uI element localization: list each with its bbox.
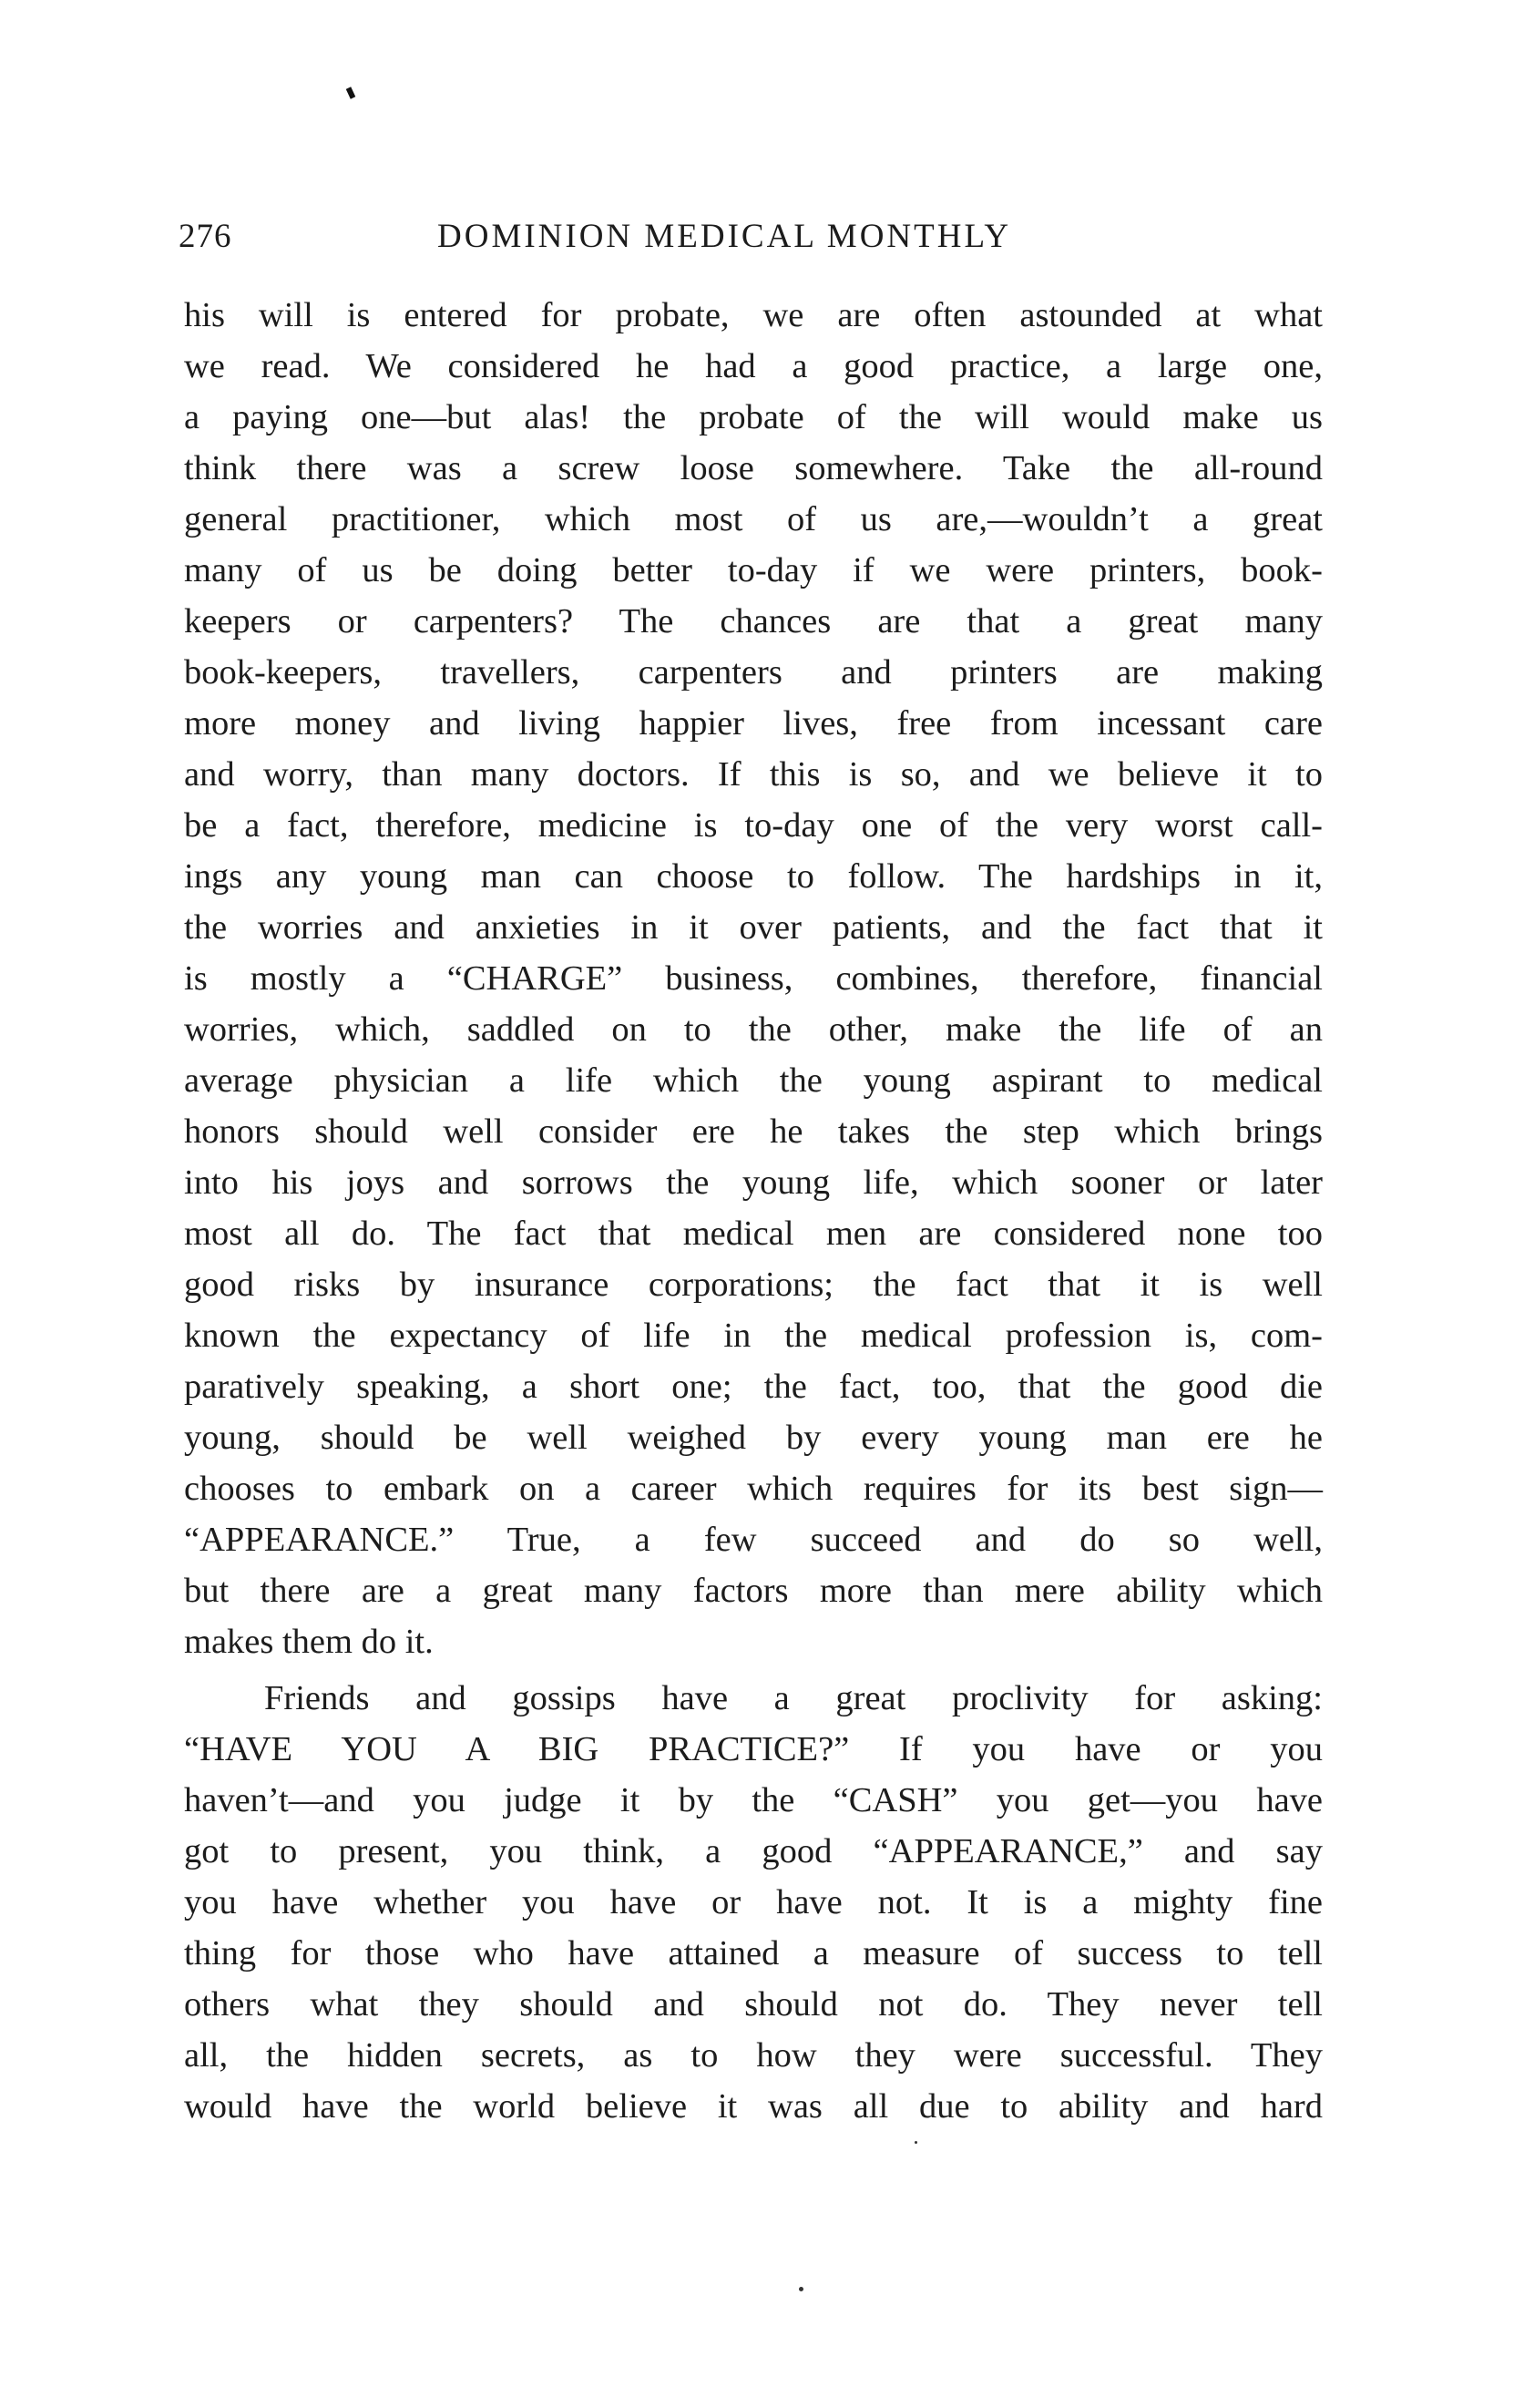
text-line: most all do. The fact that medical men are considered none too bbox=[184, 1214, 1323, 1253]
paragraph bbox=[184, 290, 1323, 1667]
text-line: many of us be doing better to-day if we were printers, book- bbox=[184, 551, 1323, 589]
text-line: we read. We considered he had a good practice, a large one, bbox=[184, 347, 1323, 385]
text-line: Friends and gossips have a great proclivity for asking: bbox=[264, 1679, 1323, 1717]
text-line: is mostly a “CHARGE” business, combines, therefore, financial bbox=[184, 959, 1323, 998]
text-line: you have whether you have or have not. It is a mighty fine bbox=[184, 1883, 1323, 1921]
text-line: “HAVE YOU A BIG PRACTICE?” If you have or you bbox=[184, 1730, 1323, 1768]
page-header bbox=[179, 217, 1354, 272]
text-line: “APPEARANCE.” True, a few succeed and do so well, bbox=[184, 1521, 1323, 1559]
text-line: book-keepers, travellers, carpenters and printers are making bbox=[184, 653, 1323, 692]
ink-dot bbox=[799, 2287, 803, 2291]
text-line: haven’t—and you judge it by the “CASH” you get—you have bbox=[184, 1781, 1323, 1819]
body-text bbox=[184, 290, 1323, 2132]
text-line: the worries and anxieties in it over patients, and the fact that it bbox=[184, 908, 1323, 947]
text-line: known the expectancy of life in the medical profession is, com- bbox=[184, 1317, 1323, 1355]
running-title: DOMINION MEDICAL MONTHLY bbox=[437, 218, 1012, 255]
text-line: thing for those who have attained a measure of success to tell bbox=[184, 1934, 1323, 1973]
text-line: average physician a life which the young aspirant to medical bbox=[184, 1061, 1323, 1100]
ink-dot bbox=[915, 2141, 917, 2144]
text-line: young, should be well weighed by every young man ere he bbox=[184, 1419, 1323, 1457]
text-line: general practitioner, which most of us are,—wouldn’t a great bbox=[184, 500, 1323, 538]
text-line: paratively speaking, a short one; the fact, too, that the good die bbox=[184, 1368, 1323, 1406]
text-line: and worry, than many doctors. If this is so, and we believe it to bbox=[184, 755, 1323, 794]
page-number: 276 bbox=[179, 218, 232, 255]
text-line: keepers or carpenters? The chances are that a great many bbox=[184, 602, 1323, 640]
text-line: worries, which, saddled on to the other, make the life of an bbox=[184, 1010, 1323, 1049]
text-line: be a fact, therefore, medicine is to-day one of the very worst call- bbox=[184, 806, 1323, 845]
text-line: honors should well consider ere he takes the step which brings bbox=[184, 1112, 1323, 1151]
text-line: ings any young man can choose to follow. The hardships in it, bbox=[184, 857, 1323, 896]
paragraph bbox=[184, 1673, 1323, 2132]
text-line: would have the world believe it was all due to ability and hard bbox=[184, 2087, 1323, 2126]
text-line: more money and living happier lives, free from incessant care bbox=[184, 704, 1323, 743]
text-line: into his joys and sorrows the young life, which sooner or later bbox=[184, 1163, 1323, 1202]
text-line: all, the hidden secrets, as to how they were successful. They bbox=[184, 2036, 1323, 2075]
text-line: think there was a screw loose somewhere. Take the all-round bbox=[184, 449, 1323, 487]
ink-speck bbox=[346, 87, 356, 98]
text-line: good risks by insurance corporations; the fact that it is well bbox=[184, 1265, 1323, 1304]
text-line: makes them do it. bbox=[184, 1623, 434, 1661]
text-line: his will is entered for probate, we are often astounded at what bbox=[184, 296, 1323, 334]
text-line: got to present, you think, a good “APPEARANCE,” and say bbox=[184, 1832, 1323, 1870]
text-line: a paying one—but alas! the probate of the will would make us bbox=[184, 398, 1323, 436]
text-line: but there are a great many factors more than mere ability which bbox=[184, 1572, 1323, 1610]
text-line: others what they should and should not do. They never tell bbox=[184, 1985, 1323, 2024]
text-line: chooses to embark on a career which requires for its best sign— bbox=[184, 1470, 1323, 1508]
